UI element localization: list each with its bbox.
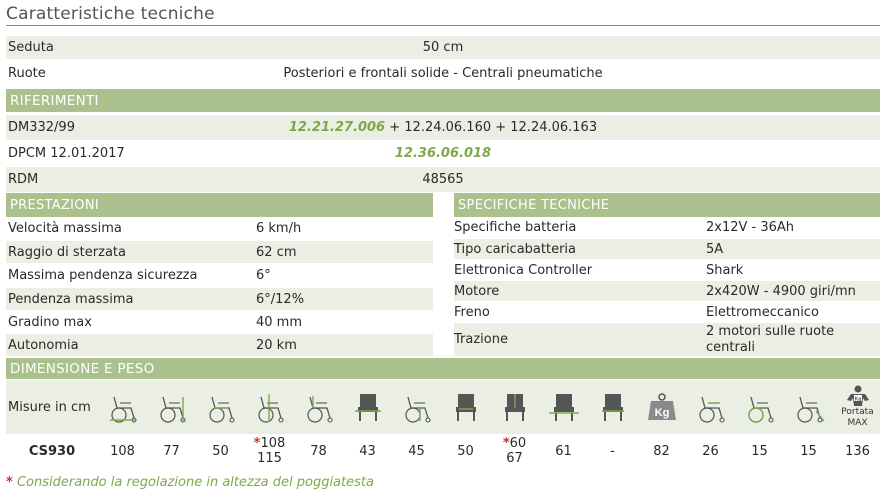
row-value: 2x420W - 4900 giri/mn xyxy=(706,283,856,299)
row-label: RDM xyxy=(8,172,39,187)
dimension-value: 50 xyxy=(212,443,229,459)
row-label: Freno xyxy=(454,304,490,320)
row-label: Tipo caricabatteria xyxy=(454,241,577,257)
table-row xyxy=(6,217,433,240)
dimension-value: 82 xyxy=(653,443,670,459)
table-row xyxy=(454,239,880,259)
section-title: RIFERIMENTI xyxy=(10,92,99,109)
table-row xyxy=(6,241,433,263)
section-title: SPECIFICHE TECNICHE xyxy=(458,197,610,213)
table-row xyxy=(454,217,880,238)
model-name: CS930 xyxy=(28,443,76,459)
dimension-value: *108 115 xyxy=(253,436,286,466)
wheelchair-side-backrest-icon xyxy=(294,380,343,434)
dimension-value: - xyxy=(610,443,615,459)
wheelchair-front-folded-icon xyxy=(588,380,637,434)
section-header-prestazioni xyxy=(6,193,433,217)
row-value: 40 mm xyxy=(256,314,303,330)
row-value: 6° xyxy=(256,268,271,283)
row-value: 20 km xyxy=(256,337,297,353)
dimension-value: *60 67 xyxy=(502,436,527,466)
dimension-value: 15 xyxy=(800,443,817,459)
row-label: Massima pendenza sicurezza xyxy=(8,268,198,283)
row-label: DM332/99 xyxy=(8,120,75,135)
row-rdm xyxy=(6,167,880,192)
dimension-value: 61 xyxy=(555,443,572,459)
section-title: PRESTAZIONI xyxy=(10,197,99,213)
section-header-riferimenti xyxy=(6,89,880,112)
code-highlight: 12.36.06.018 xyxy=(394,146,492,161)
table-row xyxy=(454,323,880,356)
dimension-value: 136 xyxy=(845,443,870,459)
row-dm xyxy=(6,115,880,140)
portata-label: Portata MAX xyxy=(841,407,874,428)
svg-text:Kg: Kg xyxy=(654,407,669,419)
wheelchair-front-width-icon xyxy=(343,380,392,434)
footnote xyxy=(6,475,374,490)
row-value: 2x12V - 36Ah xyxy=(706,220,795,235)
row-dpcm xyxy=(6,141,880,166)
specifiche-table xyxy=(454,193,880,356)
section-title: DIMENSIONE E PESO xyxy=(10,360,155,377)
row-label: Raggio di sterzata xyxy=(8,244,126,260)
dimension-value: 43 xyxy=(359,443,376,459)
wheelchair-side-wheel-icon xyxy=(735,380,784,434)
dimension-value: 77 xyxy=(163,443,180,459)
footnote-text: Considerando la regolazione in altezza del poggiatesta xyxy=(16,475,374,490)
row-value xyxy=(6,146,880,161)
wheelchair-front-backrest-height-icon xyxy=(490,380,539,434)
wheelchair-front-total-width-icon xyxy=(539,380,588,434)
prestazioni-table xyxy=(6,193,433,356)
section-header-dimensioni xyxy=(6,358,880,379)
table-row xyxy=(6,288,433,310)
row-label: Trazione xyxy=(454,332,508,347)
dimension-value: 78 xyxy=(310,443,327,459)
row-label: Velocità massima xyxy=(8,221,122,236)
code-rest: + 12.24.06.160 + 12.24.06.163 xyxy=(389,120,598,135)
row-value xyxy=(6,120,880,135)
row-label: Motore xyxy=(454,283,500,299)
row-label: Specifiche batteria xyxy=(454,220,577,235)
title-divider xyxy=(6,25,880,26)
wheelchair-side-seat-height-icon xyxy=(392,380,441,434)
row-ruote xyxy=(6,61,880,86)
row-value: Posteriori e frontali solide - Centrali pneumatiche xyxy=(283,66,603,81)
wheelchair-side-total-height-icon xyxy=(245,380,294,434)
wheelchair-side-footrest-icon xyxy=(784,380,833,434)
code-highlight: 12.21.27.006 xyxy=(288,120,386,135)
footnote-mark: * xyxy=(6,475,13,490)
dimension-value: 26 xyxy=(702,443,719,459)
dimension-value: 45 xyxy=(408,443,425,459)
row-label: Elettronica Controller xyxy=(454,262,593,278)
table-row xyxy=(6,334,433,356)
row-value: 2 motori sulle ruote centrali xyxy=(706,323,835,355)
row-label: Gradino max xyxy=(8,314,92,330)
row-value: 5A xyxy=(706,241,724,257)
row-value: 50 cm xyxy=(422,40,464,55)
row-seduta xyxy=(6,36,880,59)
table-row xyxy=(6,264,433,287)
row-label: Ruote xyxy=(8,66,46,81)
misure-label: Misure in cm xyxy=(8,399,91,415)
row-value: 6°/12% xyxy=(256,291,305,307)
dimension-value: 50 xyxy=(457,443,474,459)
table-row xyxy=(454,260,880,280)
weight-kg-icon xyxy=(637,380,686,434)
dimension-value: 15 xyxy=(751,443,768,459)
row-label: Seduta xyxy=(8,40,54,55)
dimension-values-row xyxy=(6,434,880,468)
table-row xyxy=(454,281,880,301)
row-value: Shark xyxy=(706,262,744,278)
dimension-value: 108 xyxy=(110,443,135,459)
row-label: Pendenza massima xyxy=(8,291,134,307)
page-title: Caratteristiche tecniche xyxy=(6,4,215,24)
table-row xyxy=(6,311,433,333)
wheelchair-front-seat-width-icon xyxy=(441,380,490,434)
row-value: 48565 xyxy=(422,172,464,187)
wheelchair-side-length-icon xyxy=(98,380,147,434)
max-load-person-icon xyxy=(833,380,882,434)
svg-text:Kg: Kg xyxy=(854,396,861,403)
section-header-specifiche xyxy=(454,193,880,217)
dimension-icons-row xyxy=(6,380,880,434)
table-row xyxy=(454,302,880,322)
row-value: 6 km/h xyxy=(256,221,302,236)
row-label: DPCM 12.01.2017 xyxy=(8,146,125,161)
wheelchair-side-armrest-icon xyxy=(686,380,735,434)
wheelchair-side-height-icon xyxy=(147,380,196,434)
row-value: 62 cm xyxy=(256,244,297,260)
wheelchair-side-seat-depth-icon xyxy=(196,380,245,434)
row-value: Elettromeccanico xyxy=(706,304,819,320)
row-label: Autonomia xyxy=(8,337,79,353)
